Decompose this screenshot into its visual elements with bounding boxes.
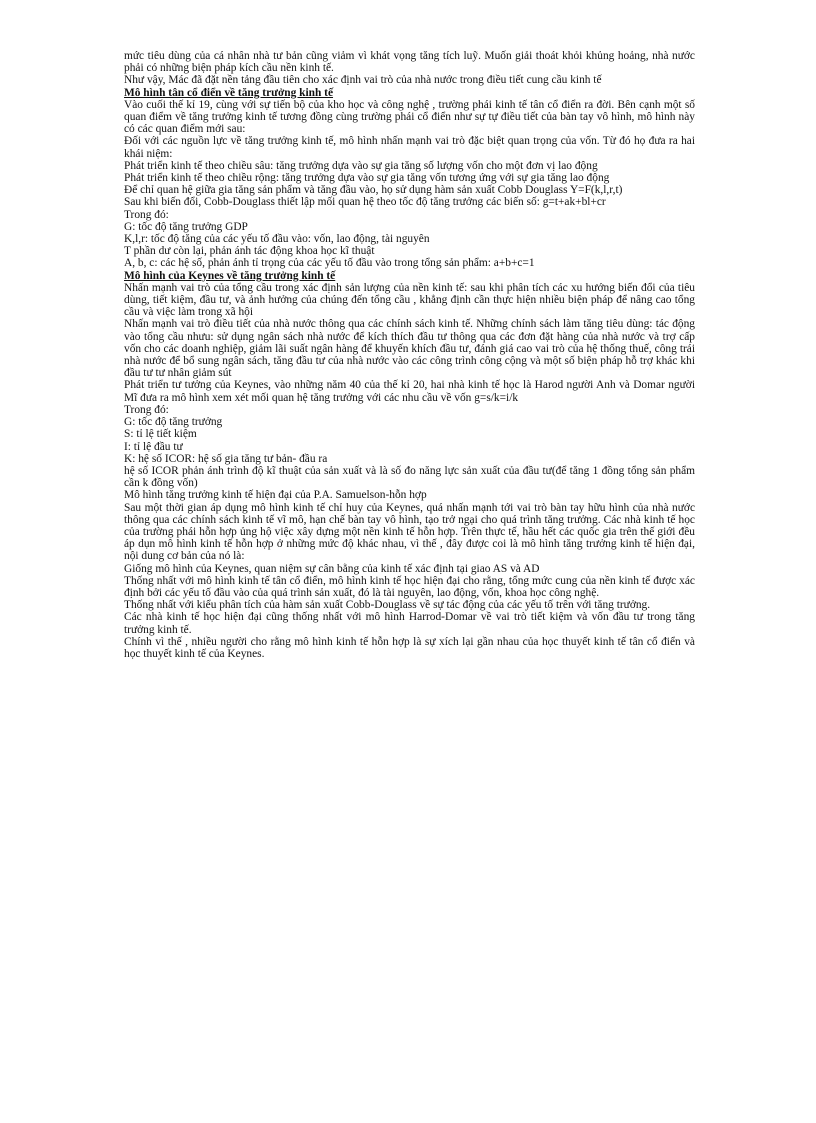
paragraph: Phát triển kinh tế theo chiều rộng: tăng trưởng dựa vào sự gia tăng vốn tương ứng với sự gia tăng lao động	[124, 172, 610, 185]
paragraph: Trong đó:	[124, 403, 169, 416]
paragraph: Trong đó:	[124, 208, 169, 221]
paragraph: S: tỉ lệ tiết kiệm	[124, 428, 197, 441]
paragraph: mức tiêu dùng của cá nhân nhà tư bản cũng viảm vì khát vọng tăng tích luỹ. Muốn giải thoát khỏi khủng hoảng, nhà nước phải có những biện pháp kích cầu nền kinh tế.	[124, 50, 695, 75]
paragraph: Các nhà kinh tế học hiện đại cũng thống nhất với mô hình Harrod-Domar về vai trò tiết kiệm và vốn đầu tư trong tăng trưởng kinh tế.	[124, 611, 695, 636]
paragraph: Giống mô hình của Keynes, quan niệm sự cân bằng của kinh tế xác định tại giao AS và AD	[124, 562, 540, 575]
paragraph: Mô hình tăng trưởng kinh tế hiện đại của P.A. Samuelson-hỗn hợp	[124, 489, 427, 502]
paragraph: Như vậy, Mác đã đặt nền tảng đầu tiên cho xác định vai trò của nhà nước trong điều tiết cung cầu kinh tế	[124, 74, 602, 87]
section-heading-keynes: Mô hình của Keynes về tăng trưởng kinh tế	[124, 269, 336, 282]
document-page	[124, 50, 695, 660]
paragraph: Thống nhất với mô hình kinh tế tân cổ điển, mô hình kinh tế học hiện đại cho rằng, tổng mức cung của nền kinh tế được xác định bởi các yếu tố đầu vào của quá trình sản xuất, đó là tài nguyên, lao động, vốn, khoa học công nghệ.	[124, 574, 695, 599]
section-heading-neoclassical: Mô hình tân cổ điển về tăng trưởng kinh tế	[124, 86, 334, 99]
paragraph: Chính vì thế , nhiều người cho rằng mô hình kinh tế hỗn hợp là sự xích lại gần nhau của học thuyết kinh tế tân cổ điển và học thuyết kinh tế của Keynes.	[124, 635, 695, 660]
paragraph: Sau khi biến đổi, Cobb-Douglass thiết lập mối quan hệ theo tốc độ tăng trưởng các biến số: g=t+ak+bl+cr	[124, 196, 606, 209]
paragraph: Phát triển tư tưởng của Keynes, vào những năm 40 của thế kỉ 20, hai nhà kinh tế học là Harod người Anh và Domar người Mĩ đưa ra mô hình xem xét mối quan hệ tăng trưởng với các nhu cầu về vốn g=s/k=i/k	[124, 379, 695, 404]
paragraph: G: tốc độ tăng trưởng	[124, 416, 223, 429]
paragraph: Nhấn mạnh vai trò của tổng cầu trong xác định sản lượng của nền kinh tế: sau khi phân tích các xu hướng biến đổi của tiêu dùng, tiết kiệm, đầu tư, và ảnh hưởng của chúng đến tổng cầu , khẳng định cần thực hiện nhiều biện pháp để nâng cao tổng cầu và việc làm trong xã hội	[124, 281, 695, 319]
paragraph: hệ số ICOR phản ánh trình độ kĩ thuật của sản xuất và là số đo năng lực sản xuất của đầu tư(để tăng 1 đồng tổng sản phẩm cần k đồng vốn)	[124, 464, 695, 490]
paragraph: Đối với các nguồn lực về tăng trưởng kinh tế, mô hình nhấn mạnh vai trò đặc biệt quan trọng của vốn. Từ đó họ đưa ra hai khái niệm:	[124, 135, 695, 160]
paragraph: Phát triển kinh tế theo chiều sâu: tăng trưởng dựa vào sự gia tăng số lượng vốn cho một đơn vị lao động	[124, 159, 598, 172]
paragraph: Để chỉ quan hệ giữa gia tăng sản phẩm và tăng đầu vào, họ sử dụng hàm sản xuất Cobb Douglass Y=F(k,l,r,t)	[124, 184, 623, 197]
paragraph: Thống nhất với kiểu phân tích của hàm sản xuất Cobb-Douglass về sự tác động của các yếu tố trên với tăng trưởng.	[124, 599, 651, 612]
paragraph: G: tốc độ tăng trưởng GDP	[124, 220, 248, 233]
paragraph: T phần dư còn lại, phản ánh tác động khoa học kĩ thuật	[124, 245, 375, 258]
paragraph: K,l,r: tốc độ tăng của các yếu tố đầu vào: vốn, lao động, tài nguyên	[124, 233, 430, 246]
paragraph: Sau một thời gian áp dụng mô hình kinh tế chỉ huy của Keynes, quá nhấn mạnh tới vai trò bàn tay hữu hình của nhà nước thông qua các chính sách kinh tế vĩ mô, hạn chế bàn tay vô hình, tạo trở ngại cho quá trình tăng trưởng. Các nhà kinh tế học của trường phái hỗn hợp ủng hộ việc xây dựng một nền kinh tế hỗn hợp. Trên thực tế, hầu hết các quốc gia trên thế giới đều áp dụn mô hình kinh tế hỗn hợp ở những mức độ khác nhau, vì thế , đây được coi là mô hình tăng trưởng kinh tế hiện đại, nội dung cơ bản của nó là:	[124, 501, 695, 563]
paragraph: Nhấn mạnh vai trò điều tiết của nhà nước thông qua các chính sách kinh tế. Những chính sách làm tăng tiêu dùng: tác động vào tổng cầu nhưu: sử dụng ngân sách nhà nước để kích thích đầu tư thông qua các đơn đặt hàng của nhà nước và trợ cấp vốn cho các doanh nghiệp, giảm lãi suất ngân hàng để khuyến khích đầu tư, đánh giá cao vai trò của hệ thống thuế, công trái nhà nước để bổ sung ngân sách, tăng đầu tư của nhà nước vào các công trình công cộng và một số biện pháp hỗ trợ khác khi đầu tư tư nhân giảm sút	[124, 318, 695, 380]
paragraph: Vào cuối thế kỉ 19, cùng với sự tiến bộ của kho học và công nghệ , trường phái kinh tế tân cổ điển ra đời. Bên cạnh một số quan điểm về tăng trưởng kinh tế tương đồng cùng trường phái cổ điển như sự tự điều tiết của bàn tay vô hình, mô hình này có các quan điểm mới sau:	[124, 98, 695, 136]
paragraph: I: tỉ lệ đầu tư	[124, 440, 183, 453]
paragraph: A, b, c: các hệ số, phản ánh tỉ trọng của các yếu tố đầu vào trong tổng sản phẩm: a+b+c=1	[124, 257, 535, 270]
paragraph: K: hệ số ICOR: hệ số gia tăng tư bản- đầu ra	[124, 452, 328, 465]
